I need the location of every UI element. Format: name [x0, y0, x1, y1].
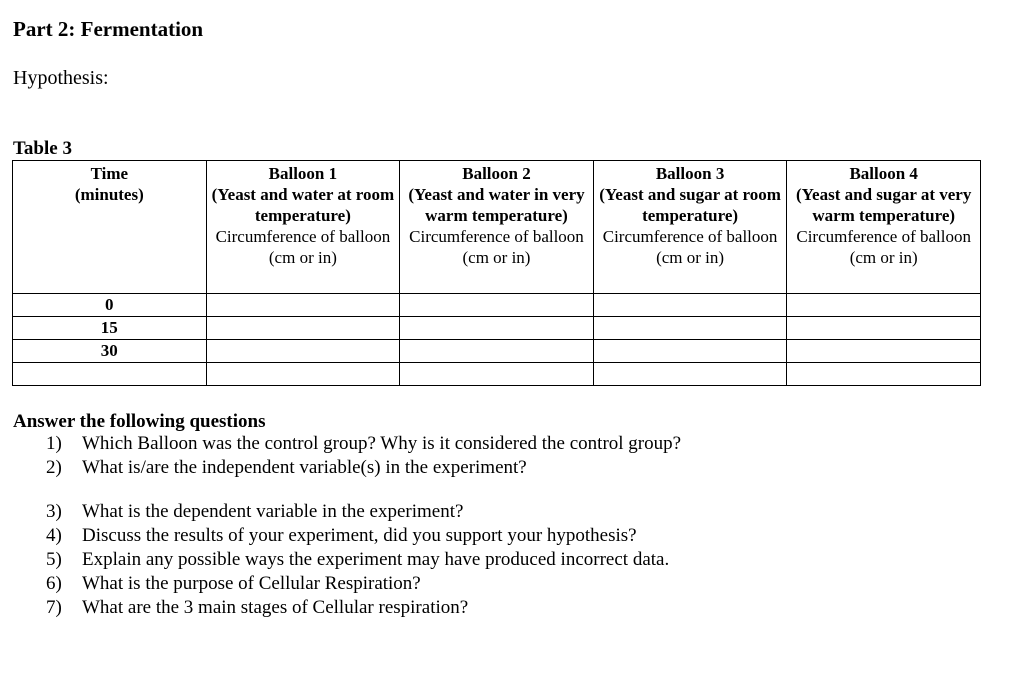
header-description: (Yeast and water in very warm temperature) — [408, 185, 585, 225]
data-cell[interactable] — [593, 340, 787, 363]
question-text: What is the purpose of Cellular Respiration? — [82, 573, 421, 594]
hypothesis-label: Hypothesis: — [13, 67, 109, 89]
header-description: (minutes) — [74, 185, 144, 204]
table-header-row — [13, 161, 981, 294]
questions-heading: Answer the following questions — [13, 411, 266, 432]
question-number: 3) — [46, 501, 62, 522]
question-number: 5) — [46, 549, 62, 570]
header-balloon-4 — [787, 161, 981, 294]
data-cell[interactable] — [593, 363, 787, 386]
header-balloon-2 — [400, 161, 594, 294]
data-cell[interactable] — [593, 294, 787, 317]
time-cell: 0 — [13, 294, 207, 317]
header-balloon-1 — [206, 161, 400, 294]
header-title: Balloon 2 — [462, 164, 531, 183]
header-description: (Yeast and sugar at very warm temperature) — [796, 185, 972, 225]
header-balloon-3 — [593, 161, 787, 294]
data-cell[interactable] — [787, 294, 981, 317]
header-measure: Circumference of balloon (cm or in) — [409, 227, 584, 267]
header-description: (Yeast and sugar at room temperature) — [599, 185, 781, 225]
time-cell — [13, 363, 207, 386]
question-text: Which Balloon was the control group? Why is it considered the control group? — [82, 433, 682, 454]
header-measure: Circumference of balloon (cm or in) — [215, 227, 391, 267]
question-number: 7) — [46, 597, 62, 618]
header-time — [13, 161, 207, 294]
question-text: What is the dependent variable in the experiment? — [82, 501, 464, 522]
data-cell[interactable] — [206, 294, 400, 317]
question-number: 1) — [46, 433, 62, 454]
data-cell[interactable] — [593, 317, 787, 340]
data-cell[interactable] — [787, 363, 981, 386]
table-row — [13, 294, 981, 317]
table-row — [13, 340, 981, 363]
question-number: 6) — [46, 573, 62, 594]
data-cell[interactable] — [400, 294, 594, 317]
data-cell[interactable] — [206, 340, 400, 363]
time-cell: 15 — [13, 317, 207, 340]
table-row — [13, 317, 981, 340]
data-cell[interactable] — [400, 340, 594, 363]
data-cell[interactable] — [206, 317, 400, 340]
table-caption: Table 3 — [13, 138, 72, 159]
question-number: 4) — [46, 525, 62, 546]
data-cell[interactable] — [787, 340, 981, 363]
data-cell[interactable] — [400, 363, 594, 386]
data-cell[interactable] — [787, 317, 981, 340]
header-measure: Circumference of balloon (cm or in) — [602, 227, 778, 267]
data-cell[interactable] — [206, 363, 400, 386]
question-text: What are the 3 main stages of Cellular respiration? — [82, 597, 469, 618]
table-row — [13, 363, 981, 386]
data-cell[interactable] — [400, 317, 594, 340]
question-text: Explain any possible ways the experiment may have produced incorrect data. — [82, 549, 670, 570]
header-title: Balloon 3 — [655, 164, 725, 183]
data-table — [12, 160, 981, 386]
header-measure: Circumference of balloon (cm or in) — [796, 227, 972, 267]
question-number: 2) — [46, 457, 62, 478]
time-cell: 30 — [13, 340, 207, 363]
header-title: Time — [90, 164, 129, 183]
question-text: Discuss the results of your experiment, did you support your hypothesis? — [82, 525, 637, 546]
page-title: Part 2: Fermentation — [13, 17, 204, 41]
question-text: What is/are the independent variable(s) in the experiment? — [82, 457, 527, 478]
header-title: Balloon 4 — [849, 164, 918, 183]
header-title: Balloon 1 — [268, 164, 338, 183]
header-description: (Yeast and water at room temperature) — [211, 185, 395, 225]
